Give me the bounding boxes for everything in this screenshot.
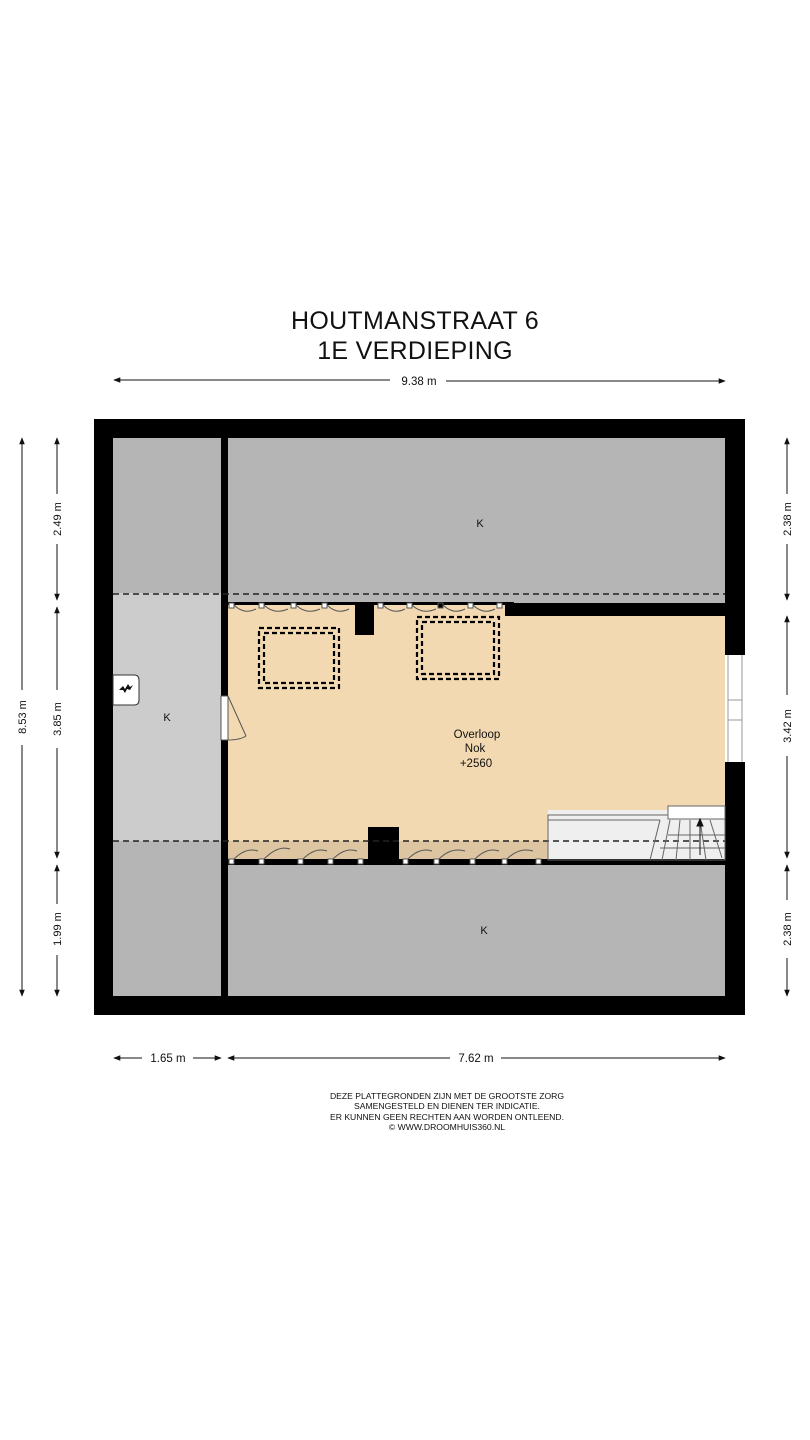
- dimension-right-middle-label: 3.42 m: [782, 709, 794, 743]
- right-wall-extension-bottom: [725, 762, 745, 865]
- disclaimer-line: © WWW.DROOMHUIS360.NL: [388, 1122, 506, 1133]
- room-label-top-knee: K: [476, 518, 484, 530]
- dimension-right-top-label: 2.38 m: [782, 502, 794, 536]
- bottom-knee-space: [228, 864, 725, 996]
- room-label-landing: Overloop: [453, 729, 501, 741]
- inner-wall-top-right: [512, 609, 725, 616]
- disclaimer: [297, 1091, 597, 1133]
- dimension-top-label: 9.38 m: [401, 376, 437, 388]
- dimension-left-top-label: 2.49 m: [52, 502, 64, 536]
- room-label-ridge: Nok: [464, 743, 486, 755]
- plan-title: HOUTMANSTRAAT 6: [290, 307, 540, 335]
- floor-name: 1E VERDIEPING: [317, 337, 513, 365]
- room-label-height: +2560: [459, 758, 493, 770]
- chimney-bottom: [368, 827, 399, 864]
- inner-wall-top-step: [505, 602, 514, 616]
- disclaimer-line: ER KUNNEN GEEN RECHTEN AAN WORDEN ONTLEEND.: [330, 1111, 564, 1122]
- dimension-bottom-right-label: 7.62 m: [458, 1053, 494, 1065]
- disclaimer-line: DEZE PLATTEGRONDEN ZIJN MET DE GROOTSTE ZORG: [329, 1091, 565, 1101]
- dimension-left-total-label: 8.53 m: [17, 700, 29, 734]
- room-label-bottom-knee: K: [480, 925, 488, 937]
- dimension-left-bottom-label: 1.99 m: [52, 912, 64, 946]
- dimension-left-middle-label: 3.85 m: [52, 702, 64, 736]
- dimension-bottom-left-label: 1.65 m: [150, 1053, 186, 1065]
- dimension-right-bottom-label: 2.38 m: [782, 912, 794, 946]
- room-label-left-knee: K: [163, 712, 171, 724]
- right-wall-extension-top: [725, 600, 745, 655]
- chimney-top: [355, 603, 374, 635]
- disclaimer-line: SAMENGESTELD EN DIENEN TER INDICATIE.: [354, 1101, 540, 1112]
- boiler-icon: [113, 675, 139, 705]
